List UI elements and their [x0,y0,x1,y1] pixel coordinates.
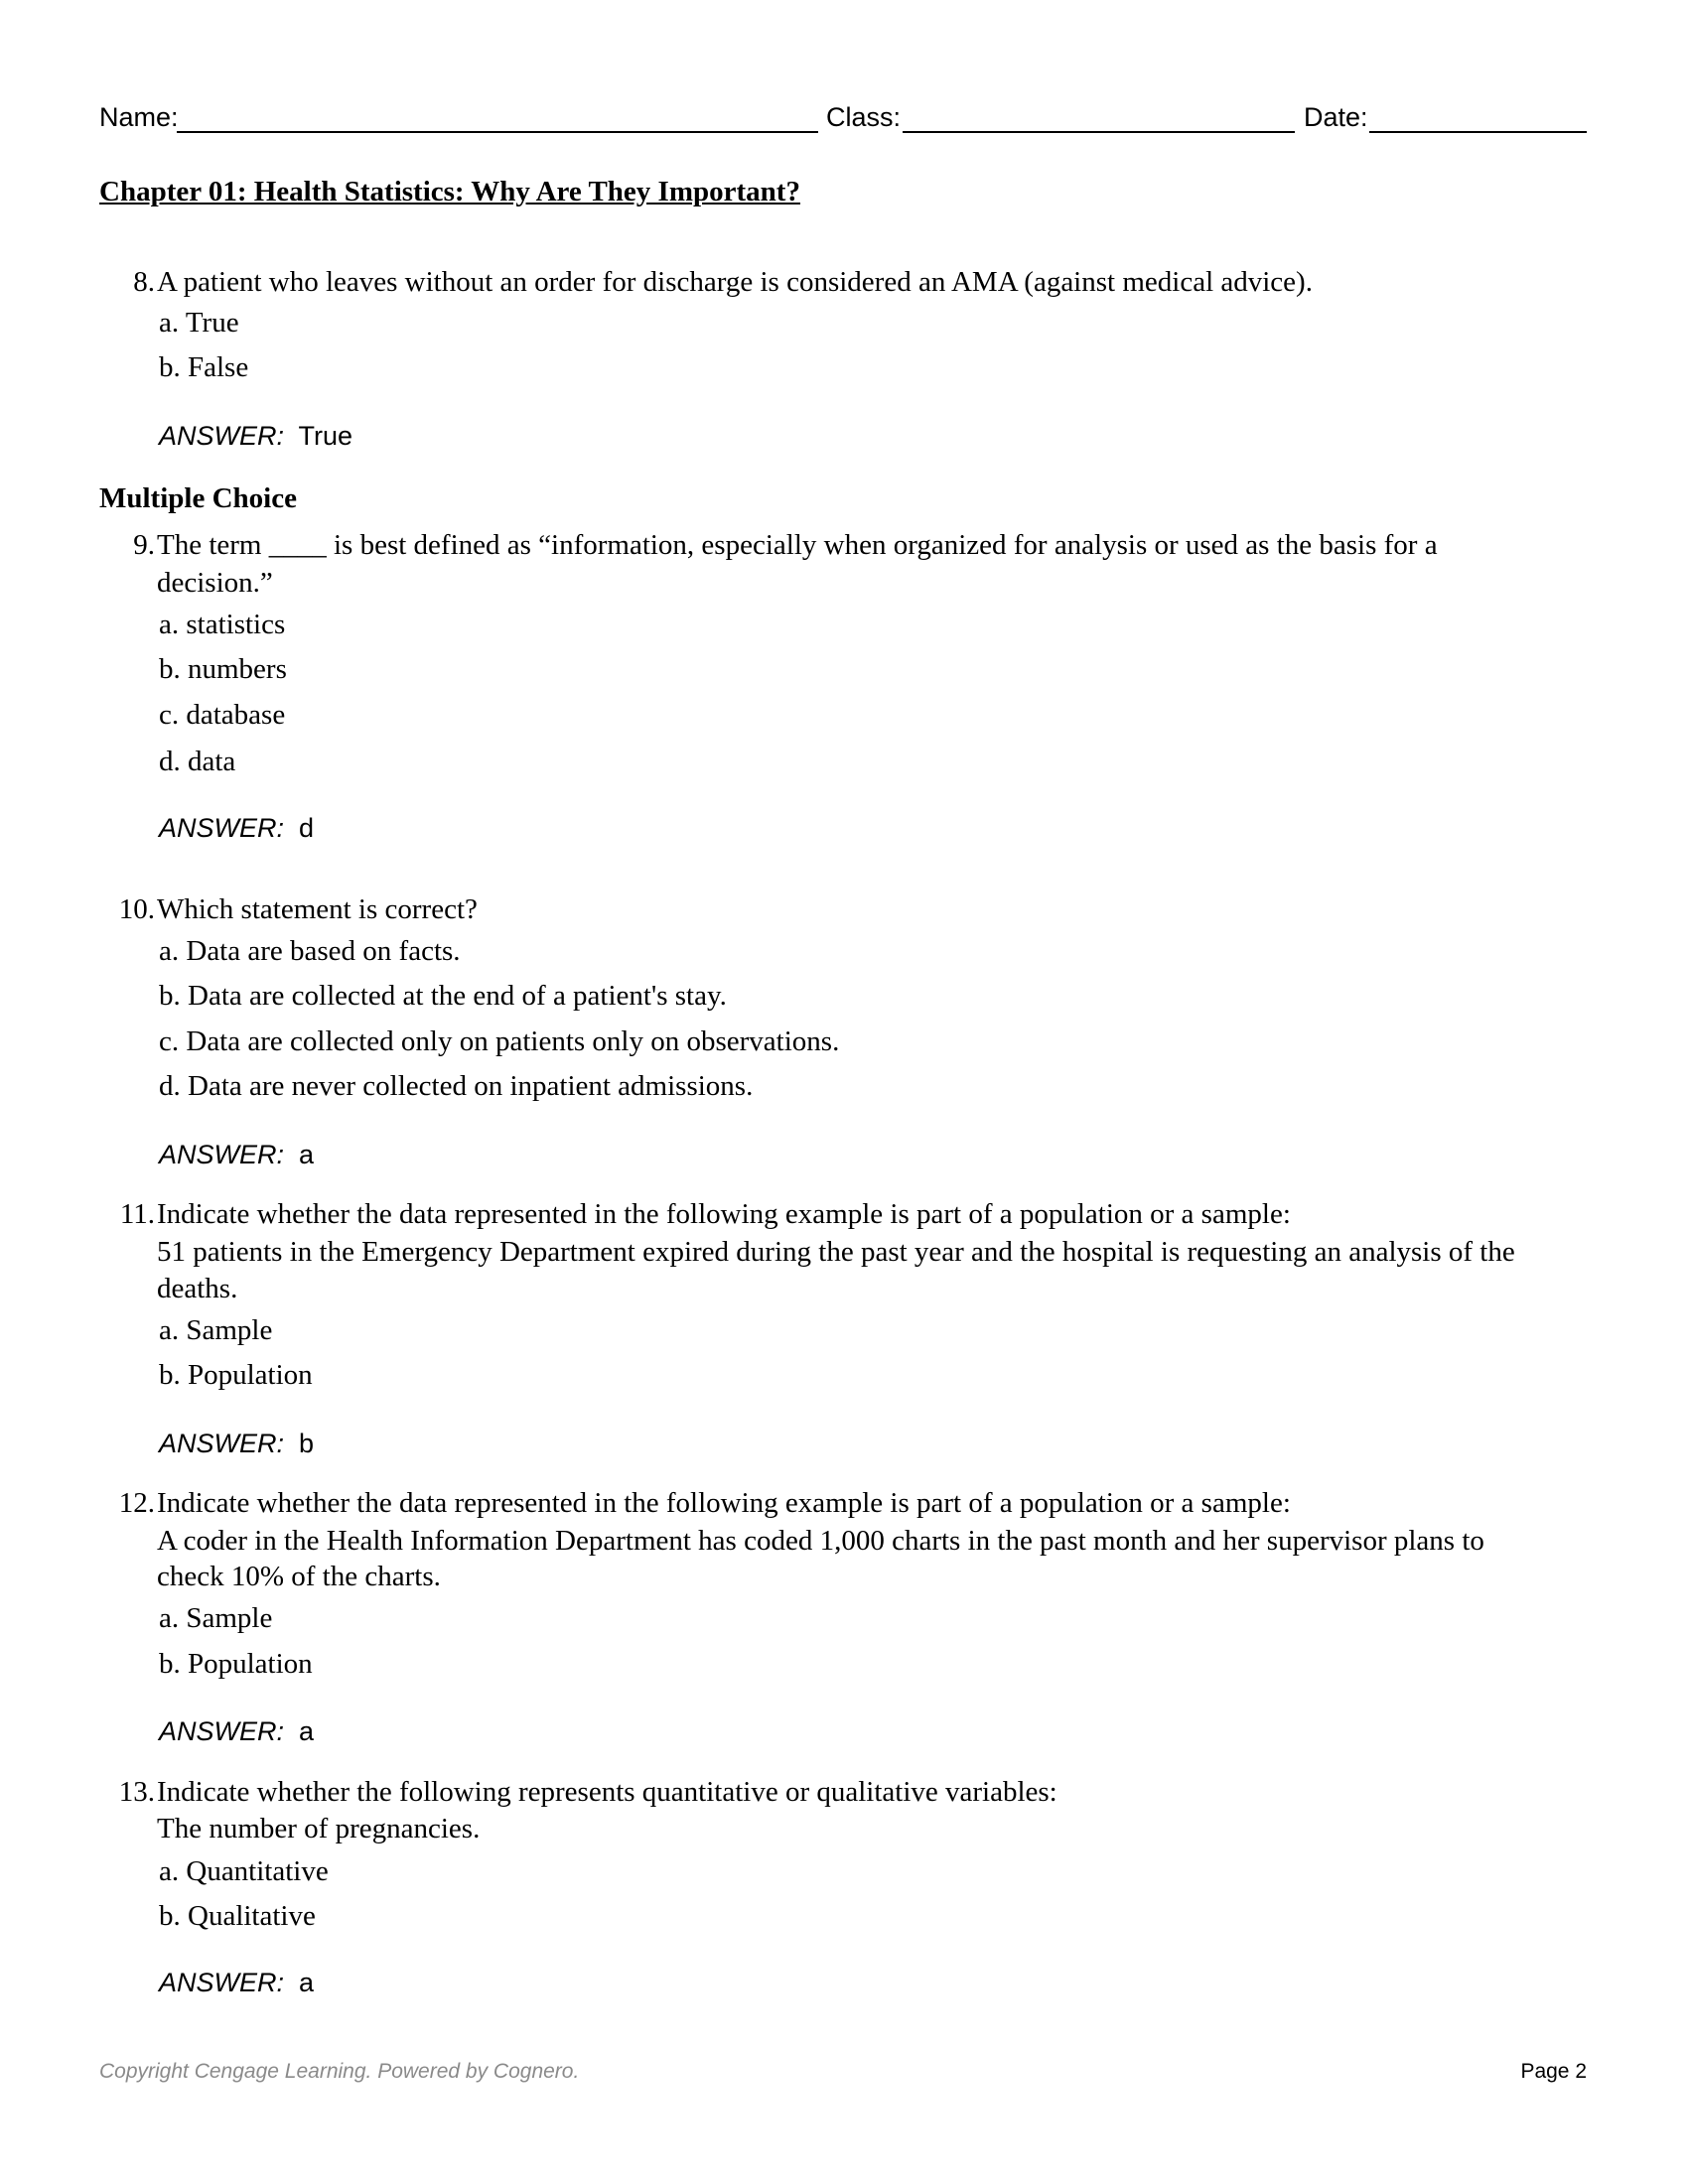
answer-value: a [299,1968,315,1997]
option: d. Data are never collected on inpatient admissions. [159,1070,754,1102]
class-label: Class: [826,102,902,132]
answer-label: ANSWER: [159,421,285,451]
question-text: Indicate whether the data represented in the following example is part of a population or a sample: [157,1198,1291,1230]
answer [159,810,314,846]
answer-label: ANSWER: [159,1140,285,1169]
answer [159,1137,314,1172]
section-heading: Multiple Choice [99,482,297,514]
question-number: 9. [133,529,155,561]
answer-label: ANSWER: [159,1968,285,1997]
option: a. Sample [159,1314,273,1346]
question-text: The term ____ is best defined as “information, especially when organized for analysis or used as the basis for a [157,529,1438,561]
date-blank [1369,131,1587,133]
name-label: Name: [99,102,179,132]
question-number: 8. [133,266,155,298]
question-text: deaths. [157,1273,238,1304]
question-number: 12. [118,1487,155,1519]
answer [159,1426,314,1461]
answer [159,1965,314,2000]
question-text: check 10% of the charts. [157,1561,441,1592]
class-blank [903,131,1295,133]
option: c. Data are collected only on patients only on observations. [159,1025,840,1057]
answer-value: b [299,1429,315,1458]
answer [159,1713,314,1749]
name-blank [177,131,818,133]
option: a. Sample [159,1602,273,1634]
question-text: A coder in the Health Information Department has coded 1,000 charts in the past month and her supervisor plans to [157,1525,1484,1557]
option: b. Data are collected at the end of a patient's stay. [159,980,727,1012]
question-number: 10. [118,893,155,925]
option: a. Quantitative [159,1855,329,1887]
question-number: 13. [118,1776,155,1808]
option: b. Qualitative [159,1900,316,1932]
question-number: 11. [119,1198,155,1230]
date-label: Date: [1304,102,1368,132]
answer-label: ANSWER: [159,1716,285,1746]
option: b. Population [159,1359,313,1391]
answer-label: ANSWER: [159,1429,285,1458]
option: d. data [159,746,236,777]
option: b. numbers [159,653,287,685]
option: b. Population [159,1648,313,1680]
option: a. statistics [159,609,286,640]
question-text: Which statement is correct? [157,893,478,925]
answer-value: d [299,813,315,843]
question-text: decision.” [157,567,273,599]
question-text: Indicate whether the data represented in the following example is part of a population or a sample: [157,1487,1291,1519]
option: b. False [159,351,249,383]
chapter-title: Chapter 01: Health Statistics: Why Are They Important? [99,176,800,207]
page-number: Page 2 [1520,2060,1587,2083]
question-text: The number of pregnancies. [157,1813,481,1844]
footer-copyright: Copyright Cengage Learning. Powered by Cognero. [99,2060,580,2083]
option: a. Data are based on facts. [159,935,461,967]
answer [159,418,352,454]
question-text: 51 patients in the Emergency Department expired during the past year and the hospital is requesting an analysis of the [157,1236,1515,1268]
answer-label: ANSWER: [159,813,285,843]
question-text: A patient who leaves without an order for discharge is considered an AMA (against medical advice). [157,266,1313,298]
answer-value: True [298,421,353,451]
question-text: Indicate whether the following represents quantitative or qualitative variables: [157,1776,1057,1808]
answer-value: a [299,1716,315,1746]
option: a. True [159,307,239,339]
option: c. database [159,699,286,731]
answer-value: a [299,1140,315,1169]
